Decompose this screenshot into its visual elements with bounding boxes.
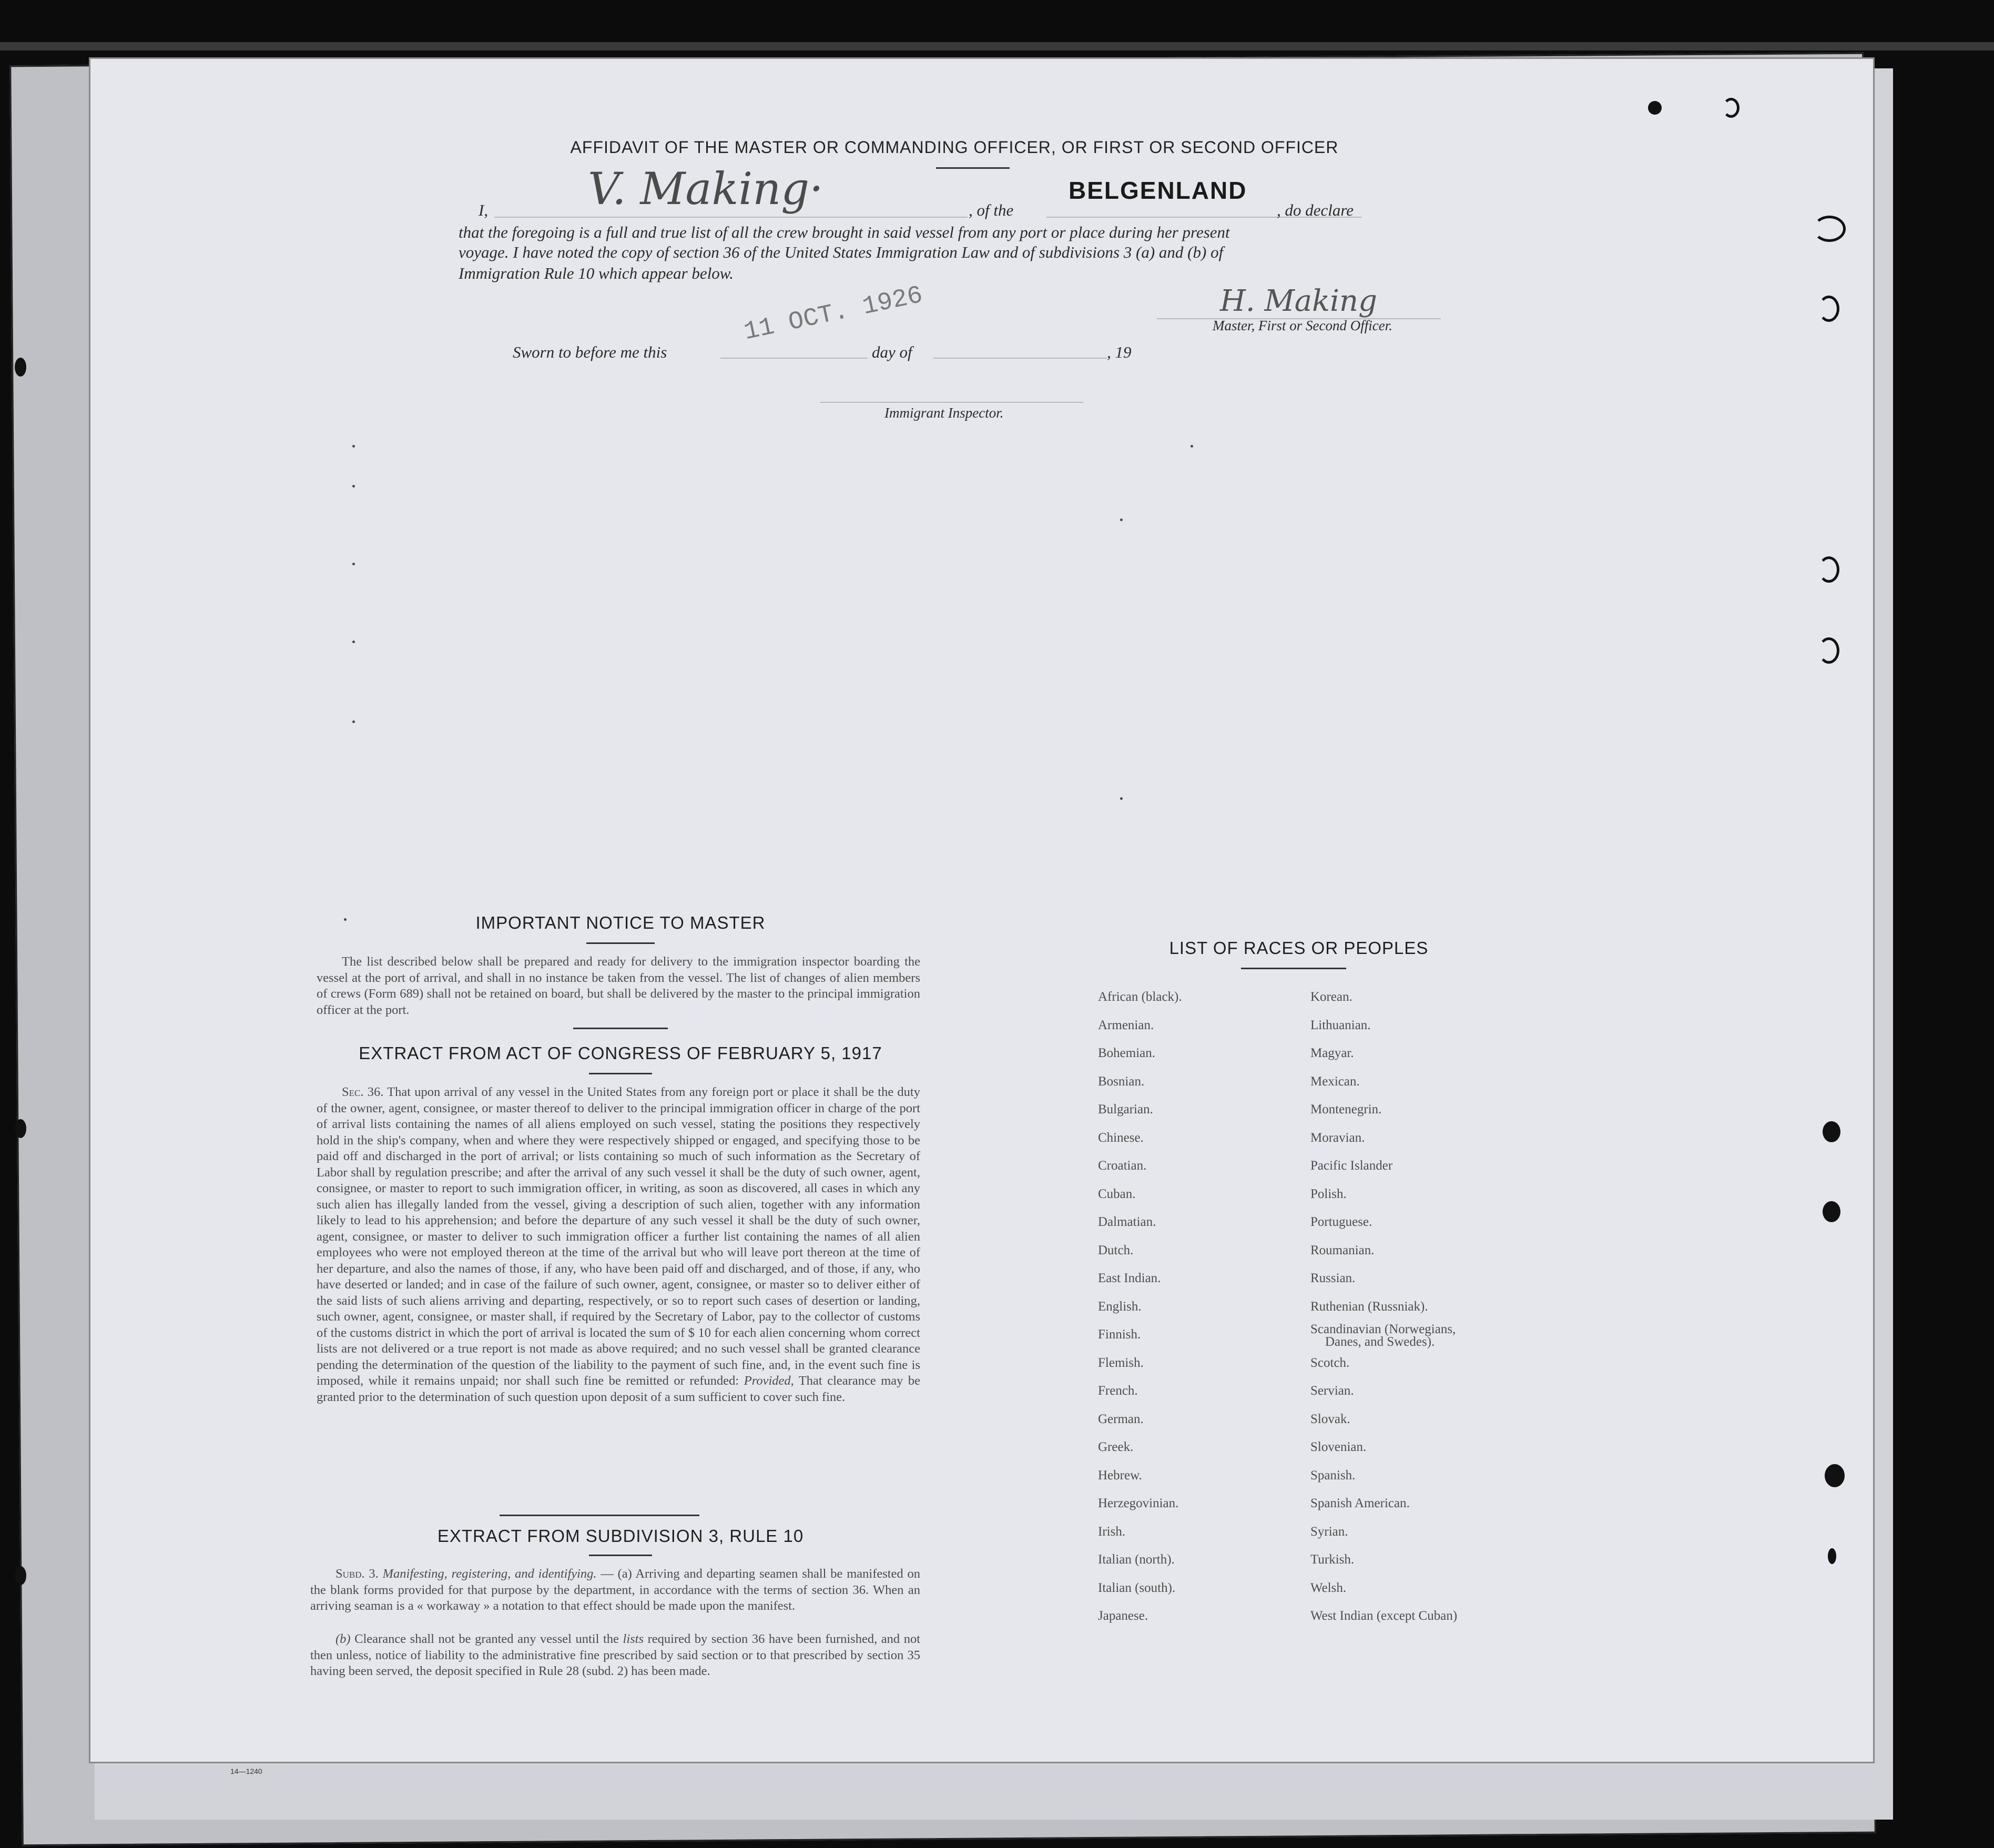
section-36-text-end: That clearance may be granted prior to the determination of such question upon deposit of a sum sufficient to cover such fine.	[317, 1374, 920, 1404]
speck	[1191, 445, 1193, 448]
speck	[352, 445, 355, 448]
clip-mark	[1723, 98, 1739, 118]
binder-ring	[1818, 637, 1839, 664]
sworn-day-of: day of	[872, 343, 912, 361]
race-item: English.	[1098, 1299, 1142, 1314]
race-item: Hebrew.	[1098, 1468, 1142, 1483]
race-item: Russian.	[1310, 1271, 1356, 1285]
race-item: German.	[1098, 1412, 1144, 1426]
speck	[344, 918, 347, 921]
race-item: Magyar.	[1310, 1046, 1354, 1060]
section-36-label: Sec. 36.	[342, 1085, 384, 1099]
speck	[352, 641, 355, 643]
race-item: Roumanian.	[1310, 1243, 1375, 1257]
para-a-label: — (a)	[601, 1567, 632, 1581]
para-b-text-1: Clearance shall not be granted any vessel until the	[354, 1632, 619, 1646]
races-title-rule	[1241, 968, 1346, 969]
affidavit-declare: , do declare	[1277, 201, 1354, 219]
binder-ring	[1818, 556, 1839, 583]
race-item: Scotch.	[1310, 1355, 1350, 1370]
affidavit-line-3: voyage. I have noted the copy of section 36 of the United States Immigration Law and of subdivisions 3 (a) and (b) of	[459, 243, 1224, 261]
inspector-caption: Immigrant Inspector.	[884, 405, 1004, 421]
speck	[1120, 797, 1123, 800]
binder-ring	[1818, 296, 1839, 322]
races-title: LIST OF RACES OR PEOPLES	[1169, 938, 1429, 958]
section-36-text: That upon arrival of any vessel in the United States from any foreign port or place it shall be the duty of the owner, agent, consignee, or master thereof to deliver to the principal immigration officer in charge of the port of arrival lists containing the names of all aliens employed on such vessel, stating the positions they respectively hold in the ship's company, when and where they were respectively shipped or engaged, and specifying those to be paid off and discharged in the port of arrival; or lists containing so much of such information as the Secretary of Labor shall by regulation prescribe; and after the arrival of any such vessel it shall be the duty of such owner, agent, consignee, or master to report to such immigration officer, in writing, as soon as discovered, all cases in which any such alien has illegally landed from the vessel, giving a description of such alien, together with any information likely to lead to his apprehension; and before the departure of any such vessel it shall be the duty of such owner, agent, consignee, or master to deliver to such immigration officer a further list containing the names of all alien employees who were not employed thereon at the time of the arrival but who will leave port thereon at the time of her departure, and also the names of those, if any, who have been paid off and discharged, and of those, if any, who have deserted or landed; and in case of the failure of such owner, agent, consignee, or master so to deliver either of the said lists of such aliens arriving and departing, respectively, or so to report such cases of desertion or landing, such owner, agent, consignee, or master shall, if required by the Secretary of Labor, pay to the collector of customs of the customs district in which the port of arrival is located the sum of $ 10 for each alien concerning whom correct lists are not delivered or a true report is not made as above required; and no such vessel shall be granted clearance pending the determination of the question of the liability to the payment of such fine, and, in the event such fine is imposed, while it remains unpaid; nor shall such fine be remitted or refunded:	[317, 1085, 920, 1388]
race-item: Bosnian.	[1098, 1074, 1145, 1089]
inspector-blank	[820, 402, 1083, 403]
provided-word: Provided,	[744, 1374, 794, 1388]
race-item: Dutch.	[1098, 1243, 1134, 1257]
speck	[352, 563, 355, 565]
race-item: Armenian.	[1098, 1018, 1154, 1032]
race-item: Chinese.	[1098, 1130, 1144, 1145]
race-item: African (black).	[1098, 990, 1182, 1004]
race-item: Montenegrin.	[1310, 1102, 1382, 1116]
notice-end-rule	[573, 1028, 668, 1029]
notice-title: IMPORTANT NOTICE TO MASTER	[475, 913, 766, 932]
race-item: Pacific Islander	[1310, 1159, 1393, 1173]
clip-mark	[1648, 101, 1662, 115]
speck	[352, 720, 355, 723]
race-item: Finnish.	[1098, 1327, 1141, 1342]
notice-title-rule	[586, 942, 655, 944]
binder-hole	[1823, 1201, 1840, 1222]
date-stamp: 11 OCT. 1926	[741, 281, 925, 347]
sworn-day-blank	[720, 358, 868, 359]
race-item: Mexican.	[1310, 1074, 1360, 1089]
race-item: Servian.	[1310, 1384, 1354, 1398]
para-b-lists: lists	[623, 1632, 644, 1646]
race-item: East Indian.	[1098, 1271, 1161, 1285]
subd-label: Subd. 3.	[335, 1567, 379, 1581]
race-item: French.	[1098, 1384, 1138, 1398]
master-signature: H. Making	[1220, 284, 1377, 318]
affidavit-i: I,	[479, 201, 489, 219]
extract-act-title: EXTRACT FROM ACT OF CONGRESS OF FEBRUARY 5, 1917	[359, 1043, 882, 1063]
race-item: Bohemian.	[1098, 1046, 1156, 1060]
subd-heading: Manifesting, registering, and identifying.	[382, 1567, 597, 1581]
race-item: Dalmatian.	[1098, 1215, 1156, 1229]
sworn-year: , 19	[1107, 343, 1132, 361]
race-item: Lithuanian.	[1310, 1018, 1371, 1032]
race-item: Croatian.	[1098, 1159, 1147, 1173]
speck	[1120, 519, 1123, 521]
affidavit-title: AFFIDAVIT OF THE MASTER OR COMMANDING OFFICER, OR FIRST OR SECOND OFFICER	[570, 138, 1339, 157]
sworn-month-blank	[933, 358, 1107, 359]
sworn-before: Sworn to before me this	[513, 343, 667, 361]
para-a-text: Arriving and departing seamen shall be manifested on the blank forms provided for that purpose by the department, in accordance with the terms of section 36. When an arriving seaman is a « workaway » a notation to that effect should be made upon the manifest.	[310, 1567, 920, 1613]
scanner-bed-edge	[0, 42, 1994, 50]
race-item: Italian (north).	[1098, 1552, 1175, 1567]
binder-hole	[1828, 1548, 1836, 1564]
signature-caption: Master, First or Second Officer.	[1213, 318, 1392, 333]
race-item-two-line	[1310, 1323, 1457, 1356]
para-b-label: (b)	[335, 1632, 351, 1646]
race-item-line-2: Danes, and Swedes).	[1325, 1335, 1435, 1349]
race-item: Welsh.	[1310, 1580, 1347, 1595]
form-number: 14—1240	[230, 1767, 262, 1775]
race-item: Cuban.	[1098, 1186, 1136, 1201]
binder-hole	[15, 1566, 26, 1585]
binder-hole	[15, 358, 26, 377]
race-item: Irish.	[1098, 1524, 1126, 1539]
extract-rule-para-b	[310, 1631, 920, 1680]
extract-act-body	[317, 1084, 920, 1405]
extract-act-end-rule	[500, 1515, 699, 1516]
extract-rule-para-a	[310, 1566, 920, 1615]
extract-rule-title-rule	[589, 1555, 652, 1556]
race-item: Turkish.	[1310, 1552, 1355, 1567]
officer-name-handwritten: V. Making·	[588, 163, 823, 215]
officer-name-blank	[494, 217, 968, 218]
race-item: Herzegovinian.	[1098, 1496, 1179, 1510]
race-item: Portuguese.	[1310, 1215, 1372, 1229]
race-item-line-1: Scandinavian (Norwegians,	[1310, 1322, 1456, 1336]
para-b-text-2: required by section 36 have been furnished, and not then unless, notice of liability to the administrative fine prescribed by said section or to that prescribed by section 35 having been served, the deposit specified in Rule 28 (subd. 2) has been made.	[310, 1632, 921, 1678]
race-item: Italian (south).	[1098, 1580, 1176, 1595]
binder-ring	[1813, 216, 1846, 242]
race-item: Slovenian.	[1310, 1440, 1367, 1454]
affidavit-line-2: that the foregoing is a full and true list of all the crew brought in said vessel from any port or place during her present	[459, 223, 1230, 241]
race-item: Spanish.	[1310, 1468, 1356, 1483]
binder-hole	[15, 1119, 26, 1138]
race-item: Ruthenian (Russniak).	[1310, 1299, 1428, 1314]
notice-text: The list described below shall be prepared and ready for delivery to the immigration inspector boarding the vessel at the port of arrival, and shall in no instance be taken from the vessel. The list of changes of alien members of crews (Form 689) shall not be retained on board, but shall be delivered by the master to the principal immigration officer at the port.	[317, 955, 920, 1017]
race-item: Moravian.	[1310, 1130, 1365, 1145]
extract-rule-title: EXTRACT FROM SUBDIVISION 3, RULE 10	[437, 1526, 804, 1546]
race-item: Polish.	[1310, 1186, 1347, 1201]
affidavit-line-4: Immigration Rule 10 which appear below.	[459, 264, 734, 282]
document-page	[90, 59, 1873, 1762]
race-item: Syrian.	[1310, 1524, 1348, 1539]
races-left-column	[1098, 990, 1182, 1637]
binder-hole	[1823, 1121, 1840, 1142]
race-item: Greek.	[1098, 1440, 1134, 1454]
race-item: Spanish American.	[1310, 1496, 1410, 1510]
affidavit-title-rule	[936, 167, 1010, 169]
race-item: West Indian (except Cuban)	[1310, 1609, 1458, 1623]
notice-body	[317, 954, 920, 1018]
races-right-column	[1310, 990, 1457, 1637]
race-item: Korean.	[1310, 990, 1352, 1004]
race-item: Japanese.	[1098, 1609, 1148, 1623]
affidavit-of-the: , of the	[969, 201, 1014, 219]
speck	[352, 485, 355, 488]
extract-act-title-rule	[589, 1073, 652, 1074]
race-item: Slovak.	[1310, 1412, 1350, 1426]
binder-hole	[1825, 1464, 1845, 1487]
ship-name: BELGENLAND	[1069, 177, 1247, 204]
race-item: Bulgarian.	[1098, 1102, 1153, 1116]
race-item: Flemish.	[1098, 1355, 1144, 1370]
